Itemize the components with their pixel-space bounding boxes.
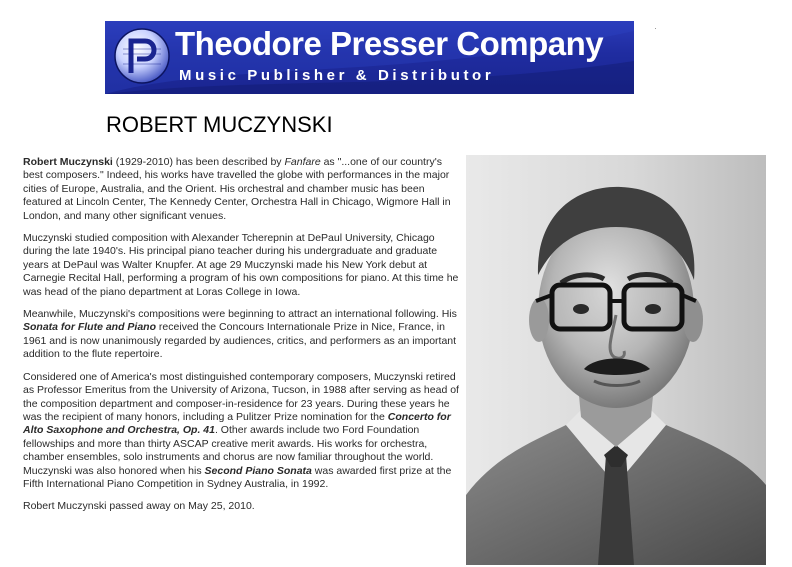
- banner-subtitle: Music Publisher & Distributor: [179, 67, 495, 84]
- bio-text: Meanwhile, Muczynski's compositions were beginning to attract an international following. His: [23, 308, 457, 321]
- banner-title: Theodore Presser Company: [175, 25, 604, 62]
- biography: [23, 156, 460, 523]
- portrait-photo: [466, 155, 766, 565]
- bio-paragraph-1: [23, 156, 460, 223]
- bio-paragraph-5: Robert Muczynski passed away on May 25, 2010.: [23, 500, 255, 513]
- work-title: Concerto for Alto Saxophone and Orchestra, Op. 41: [23, 410, 451, 437]
- page-title: ROBERT MUCZYNSKI: [106, 112, 333, 137]
- bio-text: received the Concours Internationale Prize in Nice, France, in 1961 and is now unanimously regarded by audiences, critics, and performers as an important addition to the flute repertoire.: [23, 321, 457, 361]
- bio-text: . Other awards include two Ford Foundation fellowships and more than thirty ASCAP creative merit awards. His works for orchestra, chamber ensembles, solo instruments and chorus are now familiar throughout the world. Muczynski was also honored when his: [23, 424, 434, 477]
- bio-text: was awarded first prize at the Fifth International Piano Competition in Sydney Australia, in 1992.: [23, 464, 452, 490]
- bio-paragraph-3: [23, 308, 460, 362]
- bio-text: Considered one of America's most distinguished contemporary composers, Muczynski retired as Professor Emeritus from the University of Arizona, Tucson, in 1988 after serving as head of the composition department and composer-in-residence for 23 years. During these years he was the recipient of many honors, including a Pulitzer Prize nomination for the: [23, 370, 459, 423]
- publisher-banner[interactable]: [105, 21, 634, 94]
- composer-name: Robert Muczynski: [23, 156, 113, 168]
- publication-name: Fanfare: [284, 156, 321, 168]
- bio-paragraph-4: [23, 371, 460, 492]
- work-title: Sonata for Flute and Piano: [23, 321, 157, 334]
- bio-text: as "...one of our country's best composers." Indeed, his works have travelled the globe with performances in the major cities of Europe, Australia, and the Orient. His orchestral and chamber music has been featured at Lincoln Center, The Kennedy Center, Orchestra Hall in Chicago, Wigmore Hall in London, and many other significant venues.: [23, 156, 451, 222]
- bio-paragraph-2: Muczynski studied composition with Alexander Tcherepnin at DePaul University, Chicago during the late 1940's. His principal piano teacher during his undergraduate and graduate years at DePaul was Walter Knupfer. At age 29 Muczynski made his New York debut at Carnegie Recital Hall, performing a program of his own compositions for piano. At this time he was head of the piano department at Loras College in Iowa.: [23, 232, 459, 298]
- portrait-illustration: [466, 155, 766, 565]
- decorative-dot: [655, 28, 656, 29]
- presser-logo-icon: [113, 27, 171, 85]
- work-title: Second Piano Sonata: [204, 464, 312, 477]
- bio-text: (1929-2010) has been described by: [112, 156, 285, 168]
